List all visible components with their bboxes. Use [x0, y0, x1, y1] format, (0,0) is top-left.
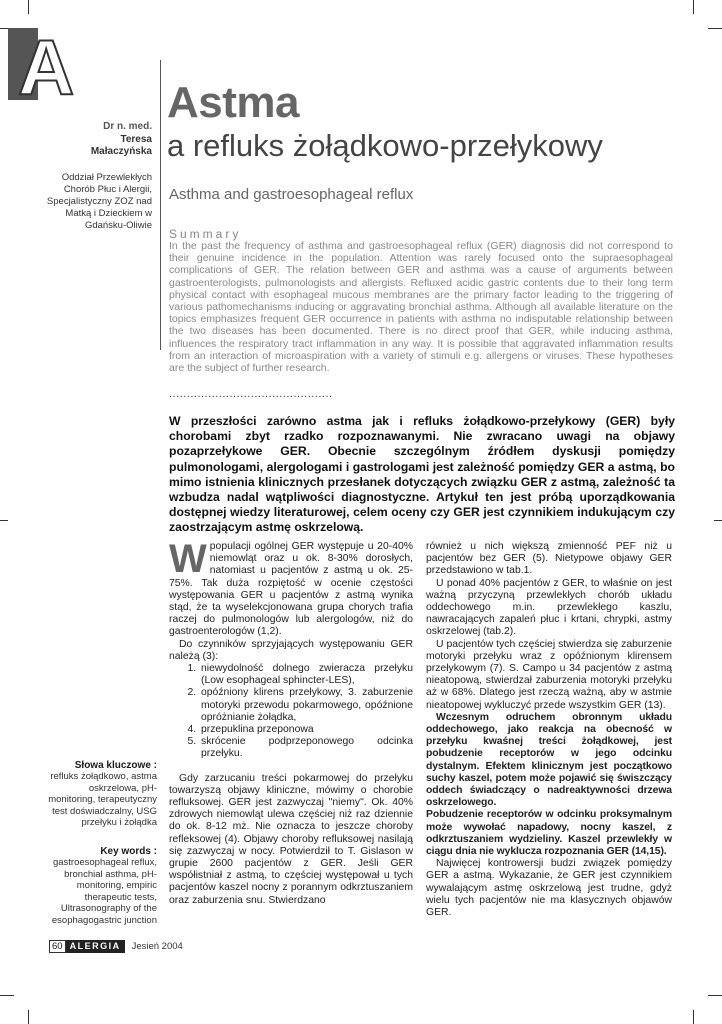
crop-mark — [28, 1010, 29, 1024]
crop-mark — [0, 520, 8, 521]
list-item: 1. niewydolność dolnego zwieracza przełyku (Low esophageal sphincter-LES), — [199, 663, 413, 687]
crop-mark — [693, 1010, 694, 1024]
keywords-pl-heading: Słowa kluczowe : — [74, 760, 157, 771]
page-footer — [49, 940, 183, 953]
author-affiliation: Oddział Przewlekłych Chorób Płuc i Alergii, Specjalistyczny ZOZ nad Matką i Dzieckiem w Gdańsku-Oliwie — [46, 172, 152, 231]
journal-issue: Jesień 2004 — [131, 941, 183, 952]
page-number: 60 — [49, 940, 66, 953]
body-paragraph: Do czynników sprzyjających występowaniu GER należą (3): — [169, 638, 413, 662]
article-title: Astma — [167, 78, 299, 127]
body-column-1 — [169, 537, 413, 907]
risk-factors-list — [169, 663, 413, 761]
crop-mark — [0, 995, 14, 996]
english-title: Asthma and gastroesophageal reflux — [169, 186, 414, 203]
drop-cap: W — [169, 537, 207, 581]
body-paragraph: U ponad 40% pacjentów z GER, to właśnie on jest ważną przyczyną przewlekłych chorób układu oddechowego m.in. przewlekłego kaszlu, nawracających zapaleń płuc i krtani, chrypki, astmy oskrzelowej (tab.2). — [426, 577, 672, 638]
crop-mark — [693, 0, 694, 14]
body-paragraph-bold: Pobudzenie receptorów w odcinku proksymalnym może wywołać napadowy, nocny kaszel, z odkrztuszaniem wydzieliny. Kaszel przewlekły w ciągu dnia nie wyklucza rozpoznania GER (14,15). — [426, 809, 672, 858]
abstract-polish: W przeszłości zarówno astma jak i refluks żołądkowo-przełykowy (GER) były chorobami zbyt rzadko rozpoznawanymi. Nie zwracano uwagi na objawy pozaprzełykowe GER. Obecnie szczególnym źródłem dyskusji pomiędzy pulmonologami, alergologami i gastrologami jest zależność pomiędzy GER a astmą, bo mimo istnienia klinicznych przesłanek dotyczących związku GER z astmą, zależność ta wzbudza nadal wątpliwości diagnostyczne. Artykuł ten jest próbą uporządkowania dostępnej wiedzy literaturowej, celem oceny czy GER jest czynnikiem indukującym czy zaostrzającym astmę oskrzelową. — [169, 414, 675, 535]
crop-mark — [28, 0, 29, 14]
author-last-name: Małaczyńska — [90, 146, 152, 157]
body-paragraph: U pacjentów tych częściej stwierdza się zaburzenie motoryki przełyku wraz z opóźnionym klirensem przełykowym (7). S. Campo u 34 pacjentów z astmą nieatopową, stwierdzał zaburzenia motoryki przełyku aż w 68%. Dlatego jest rzeczą ważną, aby w astmie nieatopowej wykluczyć przede wszystkim GER (13). — [426, 638, 672, 711]
keywords-pl-list: refluks żołądkowo, astma oskrzelowa, pH-monitoring, terapeutyczny test doświadczalny, USG przełyku i żołądka — [48, 771, 157, 828]
list-item: 2. opóźniony klirens przełykowy, 3. zaburzenie motoryki przewodu pokarmowego, opóźnione opróżnianie żołądka, — [199, 687, 413, 724]
body-paragraph: Najwięcej kontrowersji budzi związek pomiędzy GER a astmą. Wykazanie, że GER jest czynnikiem wywalającym astmę oskrzelową jest trudne, gdyż wielu tych pacjentów nie ma klasycznych objawów GER. — [426, 858, 672, 919]
body-paragraph: populacji ogólnej GER występuje u 20-40% niemowląt oraz u ok. 8-30% dorosłych, natomiast u pacjentów z astmą u ok. 25-75%. Tak duża rozpiętość w ocenie częstości występowania GER u pacjentów z astmą wynika stąd, że ta wyselekcjonowana grupa chorych trafia raczej do pulmonologów lub alergologów, niż do gastroenterologów (1,2). — [169, 541, 413, 638]
vertical-divider — [160, 60, 161, 350]
body-paragraph: również u nich większą zmienność PEF niż u pacjentów bez GER (5). Nietypowe objawy GER przedstawiono w tab.1. — [426, 541, 672, 577]
summary-heading: Summary — [169, 227, 242, 241]
keywords-en-heading: Key words : — [100, 846, 157, 857]
list-item: 5. skrócenie podprzeponowego odcinka przełyku. — [199, 736, 413, 760]
body-paragraph: Gdy zarzucaniu treści pokarmowej do przełyku towarzyszą objawy kliniczne, mówimy o chorobie refluksowej. GER jest zazwyczaj "niemy". Ok. 40% zdrowych niemowląt ulewa częściej niż raz dziennie do ok. 8-12 mż. Nie oznacza to jeszcze choroby refleksowej (4). Objawy choroby refluksowej nasilają się zazwyczaj w nocy. Potwierdził to T. Gislason w grupie 2600 pacjentów z GER. Jeśli GER współistniał z astmą, to częściej występował u tych pacjentów kaszel nocny z porannym odkrztuszaniem oraz zaburzenia snu. Stwierdzano — [169, 772, 413, 906]
logo-letter: A — [18, 28, 73, 100]
summary-text: In the past the frequency of asthma and gastroesophageal reflux (GER) diagnosis did not correspond to their genuine incidence in the population. Attention was rarely focused onto the supraesophageal complications of GER. The relation between GER and asthma was a cause of arguments between gastroenterologists, pulmonologists and allergists. Refluxed acidic gastric contents due to their long term physical contact with esophageal mucous membranes are the primary factor leading to the triggering of various pathomechanisms inducing or aggravating bronchial asthma. Although all available literature on the topics emphasizes frequent GER occurrence in patients with asthma no indisputable relationship between the two diseases has been documented. There is no direct proof that GER, while inducing asthma, influences the respiratory tract inflammation in any way. It is possible that aggravated inflammation results from an interaction of microaspiration with a variety of stimuli e.g. allergens or viruses. These hypotheses are the subject of further research. — [169, 240, 673, 375]
crop-mark — [708, 28, 722, 29]
journal-section-logo — [8, 28, 96, 100]
journal-name: ALERGIA — [66, 940, 125, 953]
list-item: 4. przepuklina przeponowa — [199, 724, 413, 736]
keywords-en-list: gastroesophageal reflux, bronchial asthma, pH-monitoring, empiric therapeutic tests, Ultrasonography of the esophagogastric junction — [51, 857, 157, 926]
crop-mark — [714, 520, 722, 521]
crop-mark — [708, 995, 722, 996]
separator-dots: .............................................. — [169, 388, 333, 400]
author-name — [72, 134, 152, 158]
body-column-2 — [426, 541, 672, 919]
author-degree: Dr n. med. — [103, 121, 152, 132]
body-paragraph-bold: Wczesnym odruchem obronnym układu oddechowego, jako reakcja na obecność w przełyku kwaśnej treści żołądkowej, jest pobudzenie receptorów w jego odcinku dystalnym. Efektem klinicznym jest początkowo suchy kaszel, potem może pojawić się świszczący oddech świadczący o nadreaktywności drzewa oskrzelowego. — [426, 711, 672, 809]
author-first-name: Teresa — [120, 134, 152, 145]
article-subtitle: a refluks żołądkowo-przełykowy — [167, 128, 603, 163]
